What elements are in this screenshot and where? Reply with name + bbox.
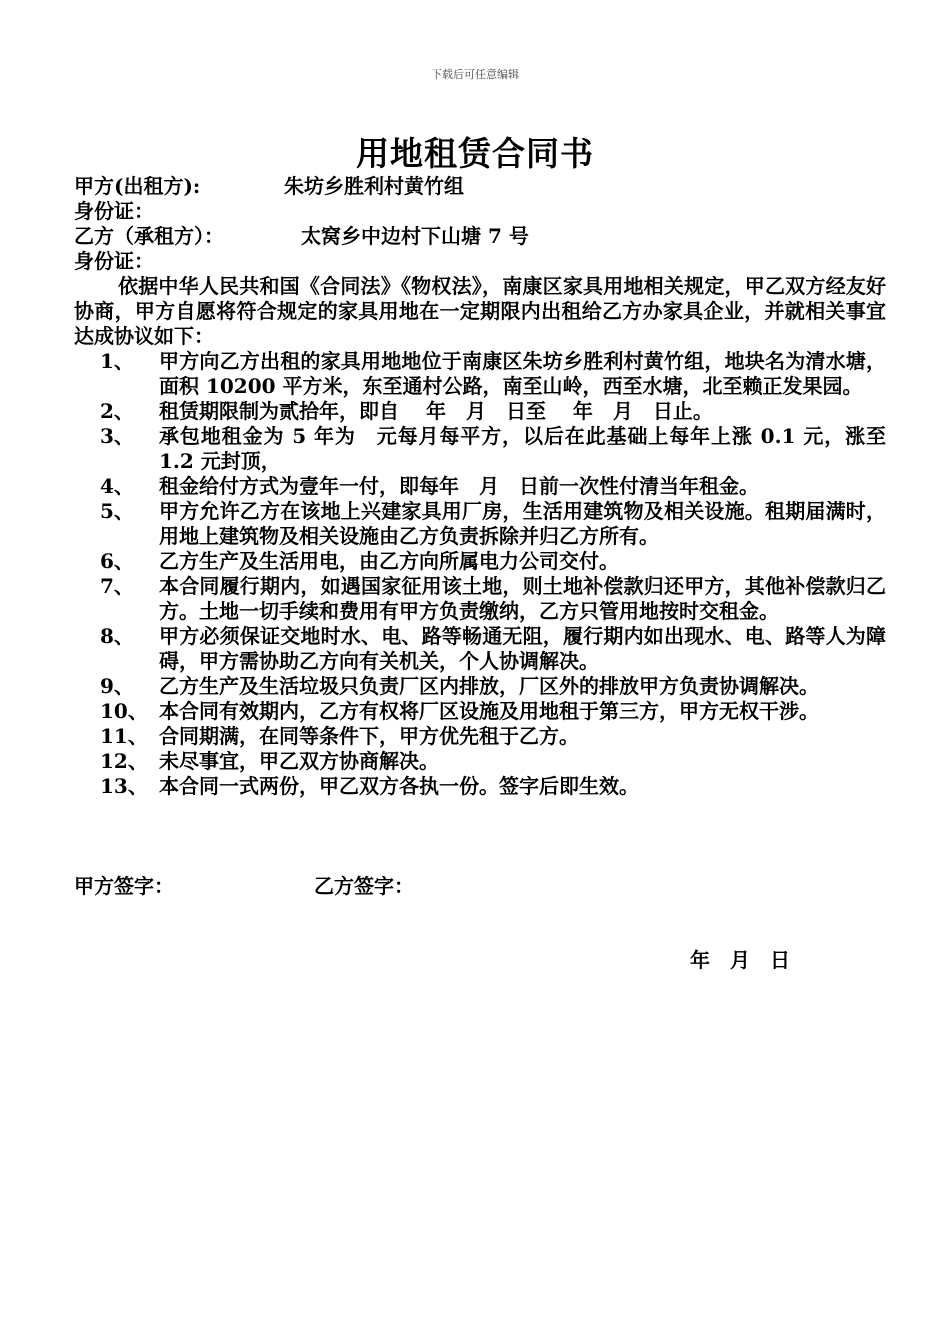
party-a-row: [74, 174, 886, 199]
clause-number: 3、: [100, 424, 134, 448]
clause-item: [74, 749, 886, 774]
clause-item: [74, 424, 886, 474]
clause-text: 本合同一式两份，甲乙双方各执一份。签字后即生效。: [159, 774, 639, 798]
clause-item: [74, 774, 886, 799]
clause-number: 10、: [100, 699, 148, 723]
clause-number: 7、: [100, 574, 134, 598]
clause-number: 12、: [100, 749, 148, 773]
party-b-label: 乙方（承租方）：: [74, 224, 224, 248]
header-note: 下载后可任意编辑: [431, 68, 519, 81]
signing-date: 年 月 日: [690, 948, 790, 972]
intro-paragraph: 依据中华人民共和国《合同法》《物权法》，南康区家具用地相关规定，甲乙双方经友好协商，甲方自愿将符合规定的家具用地在一定期限内出租给乙方办家具企业，并就相关事宜达成协议如下：: [74, 274, 886, 348]
clause-text: 甲方必须保证交地时水、电、路等畅通无阻，履行期内如出现水、电、路等人为障碍，甲方需协助乙方向有关机关，个人协调解决。: [159, 624, 886, 673]
party-a-value: 朱坊乡胜利村黄竹组: [284, 174, 464, 198]
clause-number: 4、: [100, 474, 134, 498]
clause-item: [74, 699, 886, 724]
clause-number: 8、: [100, 624, 134, 648]
clause-item: [74, 574, 886, 624]
clause-number: 5、: [100, 499, 134, 523]
clause-item: [74, 724, 886, 749]
party-b-id-row: [74, 249, 886, 274]
clause-item: [74, 499, 886, 549]
clause-text: 未尽事宜，甲乙双方协商解决。: [159, 749, 439, 773]
clause-item: [74, 549, 886, 574]
clause-number: 9、: [100, 674, 134, 698]
clause-text: 合同期满，在同等条件下，甲方优先租于乙方。: [159, 724, 579, 748]
clause-item: [74, 674, 886, 699]
party-a-label: 甲方(出租方):: [74, 174, 201, 198]
clause-number: 6、: [100, 549, 134, 573]
clause-text: 本合同履行期内，如遇国家征用该土地，则土地补偿款归还甲方，其他补偿款归乙方。土地一切手续和费用有甲方负责缴纳，乙方只管用地按时交租金。: [159, 574, 886, 623]
clause-number: 11、: [100, 724, 148, 748]
clause-item: [74, 624, 886, 674]
party-b-signature-label: 乙方签字：: [314, 874, 414, 898]
clause-list: [74, 349, 886, 799]
document-title: 用地租赁合同书: [356, 134, 594, 173]
party-a-id-row: [74, 199, 886, 224]
clause-item: [74, 474, 886, 499]
clause-text: 承包地租金为 5 年为 元每月每平方，以后在此基础上每年上涨 0.1 元，涨至 1.2 元封顶，: [159, 424, 886, 473]
clause-text: 本合同有效期内，乙方有权将厂区设施及用地租于第三方，甲方无权干涉。: [159, 699, 819, 723]
party-b-id-label: 身份证：: [74, 249, 154, 273]
clause-text: 租金给付方式为壹年一付，即每年 月 日前一次性付清当年租金。: [159, 474, 759, 498]
clause-text: 乙方生产及生活垃圾只负责厂区内排放，厂区外的排放甲方负责协调解决。: [159, 674, 819, 698]
clause-number: 13、: [100, 774, 148, 798]
clause-number: 2、: [100, 399, 134, 423]
clause-text: 乙方生产及生活用电，由乙方向所属电力公司交付。: [159, 549, 619, 573]
clause-number: 1、: [100, 349, 134, 373]
clause-text: 甲方允许乙方在该地上兴建家具用厂房，生活用建筑物及相关设施。租期届满时，用地上建筑物及相关设施由乙方负责拆除并归乙方所有。: [159, 499, 886, 548]
clause-text: 租赁期限制为贰拾年，即自 年 月 日至 年 月 日止。: [159, 399, 713, 423]
party-a-id-label: 身份证：: [74, 199, 154, 223]
contract-body: [74, 174, 886, 799]
clause-item: [74, 399, 886, 424]
signature-row: [74, 870, 414, 899]
party-b-value: 太窝乡中边村下山塘 7 号: [301, 224, 529, 248]
party-a-signature-label: 甲方签字：: [74, 874, 174, 898]
clause-item: [74, 349, 886, 399]
clause-text: 甲方向乙方出租的家具用地地位于南康区朱坊乡胜利村黄竹组，地块名为清水塘，面积 10200 平方米，东至通村公路，南至山岭，西至水塘，北至赖正发果园。: [159, 349, 886, 398]
party-b-row: [74, 224, 886, 249]
